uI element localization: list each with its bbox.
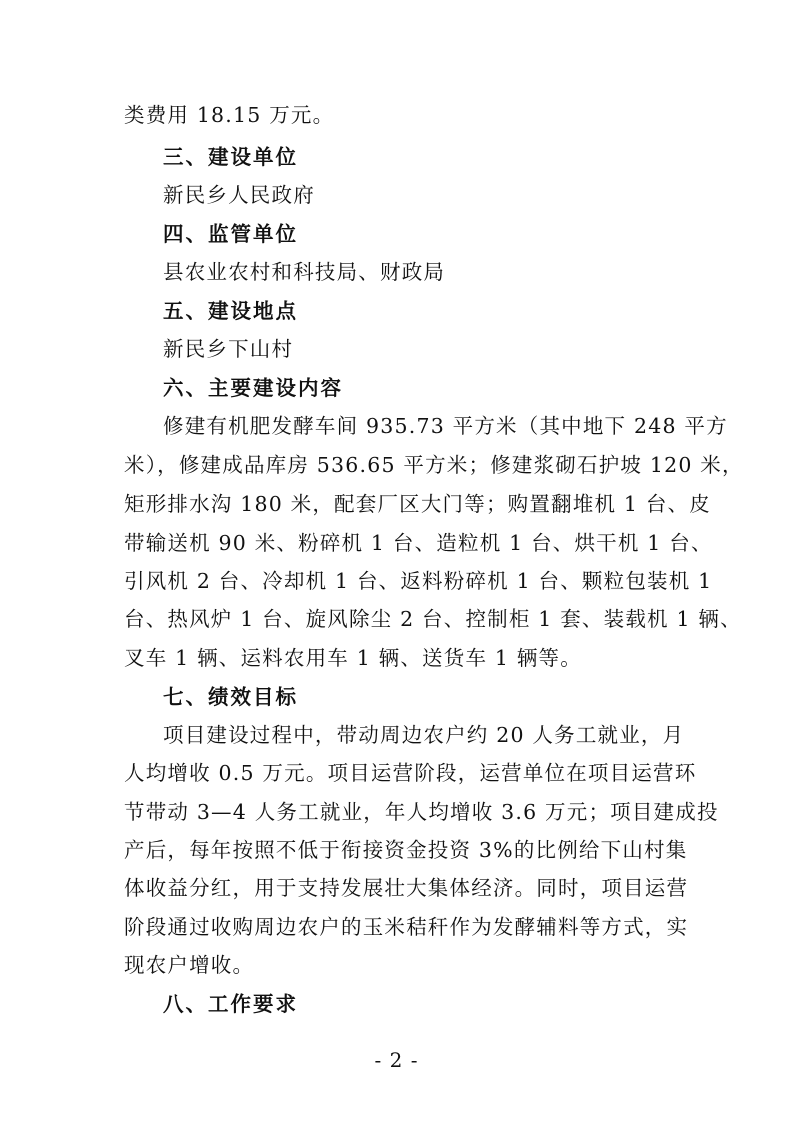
section-6-heading: 六、主要建设内容 xyxy=(163,376,343,400)
section-7-body-line-7: 现农户增收。 xyxy=(124,953,255,977)
section-7-heading: 七、绩效目标 xyxy=(163,685,298,709)
section-5-heading: 五、建设地点 xyxy=(163,299,298,323)
section-8-heading: 八、工作要求 xyxy=(163,992,298,1016)
section-7-body-line-2: 人均增收 0.5 万元。项目运营阶段，运营单位在项目运营环 xyxy=(124,761,697,785)
page-number: - 2 - xyxy=(374,1048,419,1072)
section-4-body: 县农业农村和科技局、财政局 xyxy=(163,260,446,284)
section-6-body-line-1: 修建有机肥发酵车间 935.73 平方米（其中地下 248 平方 xyxy=(163,414,728,438)
section-5-body: 新民乡下山村 xyxy=(163,337,294,361)
section-7-body-line-4: 产后，每年按照不低于衔接资金投资 3%的比例给下山村集 xyxy=(124,838,688,862)
section-6-body-line-6: 台、热风炉 1 台、旋风除尘 2 台、控制柜 1 套、装载机 1 辆、 xyxy=(124,607,742,631)
section-7-body-line-5: 体收益分红，用于支持发展壮大集体经济。同时，项目运营 xyxy=(124,876,689,900)
section-6-body-line-7: 叉车 1 辆、运料农用车 1 辆、送货车 1 辆等。 xyxy=(124,646,582,670)
section-7-body-line-6: 阶段通过收购周边农户的玉米秸秆作为发酵辅料等方式，实 xyxy=(124,915,689,939)
fee-continuation-line-1: 类费用 18.15 万元。 xyxy=(124,103,335,127)
section-6-body-line-4: 带输送机 90 米、粉碎机 1 台、造粒机 1 台、烘干机 1 台、 xyxy=(124,531,713,555)
section-6-body-line-3: 矩形排水沟 180 米，配套厂区大门等；购置翻堆机 1 台、皮 xyxy=(124,492,711,516)
section-7-body-line-3: 节带动 3—4 人务工就业，年人均增收 3.6 万元；项目建成投 xyxy=(124,800,719,824)
section-7-body-line-1: 项目建设过程中，带动周边农户约 20 人务工就业，月 xyxy=(163,723,685,747)
section-3-heading: 三、建设单位 xyxy=(163,145,298,169)
section-6-body-line-2: 米），修建成品库房 536.65 平方米；修建浆砌石护坡 120 米， xyxy=(124,453,744,477)
section-6-body-line-5: 引风机 2 台、冷却机 1 台、返料粉碎机 1 台、颗粒包装机 1 xyxy=(124,569,713,593)
section-3-body: 新民乡人民政府 xyxy=(163,183,315,207)
section-4-heading: 四、监管单位 xyxy=(163,222,298,246)
